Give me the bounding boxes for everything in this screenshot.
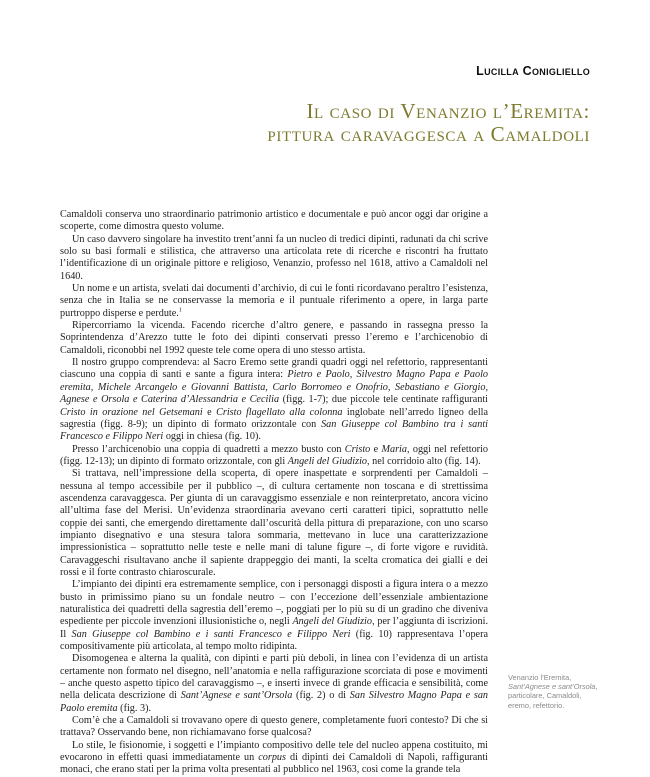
- text-run: L’impianto dei dipinti era estremamente semplice, con i personaggi disposti a figura intera o a mezzo busto in primissimo piano su un fondale neutro – con l’eccezione dell’essenziale ambientazione naturalistica dei quadretti della sagrestia dell’eremo –, poggiati per lo più su di un gradino che diveniva espediente per piccole invenzioni illusionistiche o, negli: [60, 579, 488, 628]
- caption-italic-run: Sant’Agnese e sant’Orsola: [508, 682, 596, 692]
- article-title: [267, 100, 590, 146]
- text-run: inglobate nell’arredo ligneo della sagrestia (figg. 8-9); un dipinto di formato orizzontale con: [60, 406, 488, 430]
- paragraph-11: [60, 740, 488, 777]
- text-run: (fig. 2) o di: [292, 690, 350, 702]
- text-run: oggi in chiesa (fig. 10).: [163, 431, 261, 443]
- text-run: di dipinti dei Camaldoli di Napoli, raffiguranti monaci, che erano stati per la prima volta presentati al pubblico nel 1963, così come la grande tela: [60, 752, 488, 776]
- title-line-2: pittura caravaggesca a Camaldoli: [267, 122, 590, 146]
- article-body: [60, 209, 488, 777]
- caption-run: , particolare, Camaldoli, eremo, refettorio.: [508, 682, 598, 710]
- text-run: e: [202, 406, 217, 418]
- paragraph-9: [60, 653, 488, 715]
- figure-caption: [508, 673, 598, 710]
- paragraph-4: Ripercorriamo la vicenda. Facendo ricerche d’altro genere, e passando in rassegna presso la Soprintendenza d’Arezzo tutte le foto dei dipinti conservati presso l’eremo e l’archicenobio di Camaldoli, riconobbi nel 1992 queste tele come opera di uno stesso artista.: [60, 320, 488, 356]
- paragraph-3: [60, 283, 488, 320]
- text-run: , oggi nel refettorio (figg. 12-13); un dipinto di formato orizzontale, con gli: [60, 443, 488, 467]
- footnote-ref[interactable]: 1: [178, 307, 182, 314]
- text-run: (fig. 10) rappresentava l’opera compositivamente più articolata, al tempo molto ridipinta.: [60, 628, 488, 653]
- italic-run: Pietro e Paolo, Silvestro Magno Papa e Paolo eremita, Michele Arcangelo e Giovanni Battista, Carlo Borromeo e Onofrio, Sebastiano e Giorgio, Agnese e Orsola e Caterina d’Alessandria e Cecilia: [60, 369, 488, 406]
- italic-run: Angeli del Giudizio: [287, 455, 367, 467]
- italic-run: Maria: [381, 443, 407, 455]
- paragraph-8: [60, 579, 488, 653]
- paragraph-6: [60, 444, 488, 469]
- italic-run: San Giuseppe col Bambino tra i santi Francesco e Filippo Neri: [60, 418, 488, 443]
- italic-run: Cristo in orazione nel Getsemani: [60, 406, 203, 418]
- paragraph-1: Camaldoli conserva uno straordinario patrimonio artistico e documentale e può ancor oggi dar origine a scoperte, come dimostra questo volume.: [60, 209, 488, 233]
- text-run: Il nostro gruppo comprendeva: al Sacro Eremo sette grandi quadri oggi nel refettorio, rappresentanti ciascuno una coppia di santi e sante a figura intera:: [60, 357, 488, 381]
- text-run: , per l’aggiunta di iscrizioni. Il: [60, 616, 488, 640]
- title-line-1: Il caso di Venanzio l’Eremita:: [306, 99, 590, 123]
- italic-run: Sant’Agnese e sant’Orsola: [180, 690, 293, 702]
- paragraph-7: Si trattava, nell’impressione della scoperta, di opere inaspettate e sorprendenti per Camaldoli – nessuna al tempo accessibile per il pubblico –, di cultura certamente non toscana e di strettissima ascendenza caravaggesca. Per giunta di un caravaggismo essenziale e non reinterpretato, ancora vicino all’ultima fase del Merisi. Un’evidenza straordinaria avevano certi caratteri tipici, soprattutto nelle coppie dei santi, che emergendo direttamente dall’oscurità della pittura di preparazione, con uno scarso impianto disegnativo e una stesura talora sommaria, mettevano in luce una caratterizzazione impressionistica – soprattutto nelle teste e nelle mani di talune figure –, di forte vigore e ruvidità. Caravaggeschi risultavano anche il sapiente drappeggio dei manti, la scelta cromatica dei gialli e dei rossi e il forte contrasto chiaroscurale.: [60, 468, 488, 578]
- paragraph-5: [60, 357, 488, 443]
- italic-run: corpus: [258, 752, 286, 764]
- italic-run: San Giuseppe col Bambino e i santi Francesco e Filippo Neri: [71, 628, 351, 640]
- italic-run: San Silvestro Magno Papa e san Paolo eremita: [60, 690, 489, 714]
- paragraph-10: Com’è che a Camaldoli si trovavano opere di questo genere, completamente fuori contesto? Di che si trattava? Osservando bene, non richiamavano forse qualcosa?: [60, 715, 488, 739]
- text-run: (fig. 3).: [117, 702, 152, 714]
- caption-run: Venanzio l’Eremita,: [508, 673, 572, 682]
- text-run: Lo stile, le fisionomie, i soggetti e l’impianto compositivo delle tele del nucleo appena costituito, mi evocarono in effetti quasi immediatamente un: [60, 739, 488, 764]
- italic-run: Angeli del Giudizio: [292, 616, 372, 628]
- italic-run: Cristo flagellato alla colonna: [216, 406, 343, 418]
- paragraph-2: Un caso davvero singolare ha investito trent’anni fa un nucleo di tredici dipinti, radunati da chi scrive solo su basi formali e stilistica, che attraverso una articolata rete di ricerche e riscontri ha fruttato l’identificazione di un originale pittore e religioso, Venanzio, professo nel 1618, attivo a Camaldoli nel 1640.: [60, 233, 488, 282]
- paragraph-3-text: Un nome e un artista, svelati dai documenti d’archivio, di cui le fonti ricordavano peraltro l’esistenza, senza che in Italia se ne conservasse la memoria e il puntuale riferimento a opere, in larga parte purtroppo disperse e perdute.: [60, 283, 488, 319]
- text-run: Presso l’archicenobio una coppia di quadretti a mezzo busto con: [72, 443, 345, 455]
- text-run: (figg. 1-7); due piccole tele centinate raffiguranti: [279, 394, 488, 406]
- text-run: Disomogenea e alterna la qualità, con dipinti e parti più deboli, in linea con l’evidenza di un artista certamente non formato nel disegno, nell’anatomia e nella raffigurazione scorciata di pose e movimenti – anche questo aspetto tipico del caravaggismo –, e inserti invece di grande efficacia e sensibilità, come nella delicata descrizione di: [60, 653, 488, 702]
- italic-run: Cristo: [344, 443, 371, 455]
- text-run: , nel corridoio alto (fig. 14).: [367, 455, 481, 467]
- author-name: Lucilla Conigliello: [476, 64, 590, 78]
- text-run: e: [370, 443, 382, 455]
